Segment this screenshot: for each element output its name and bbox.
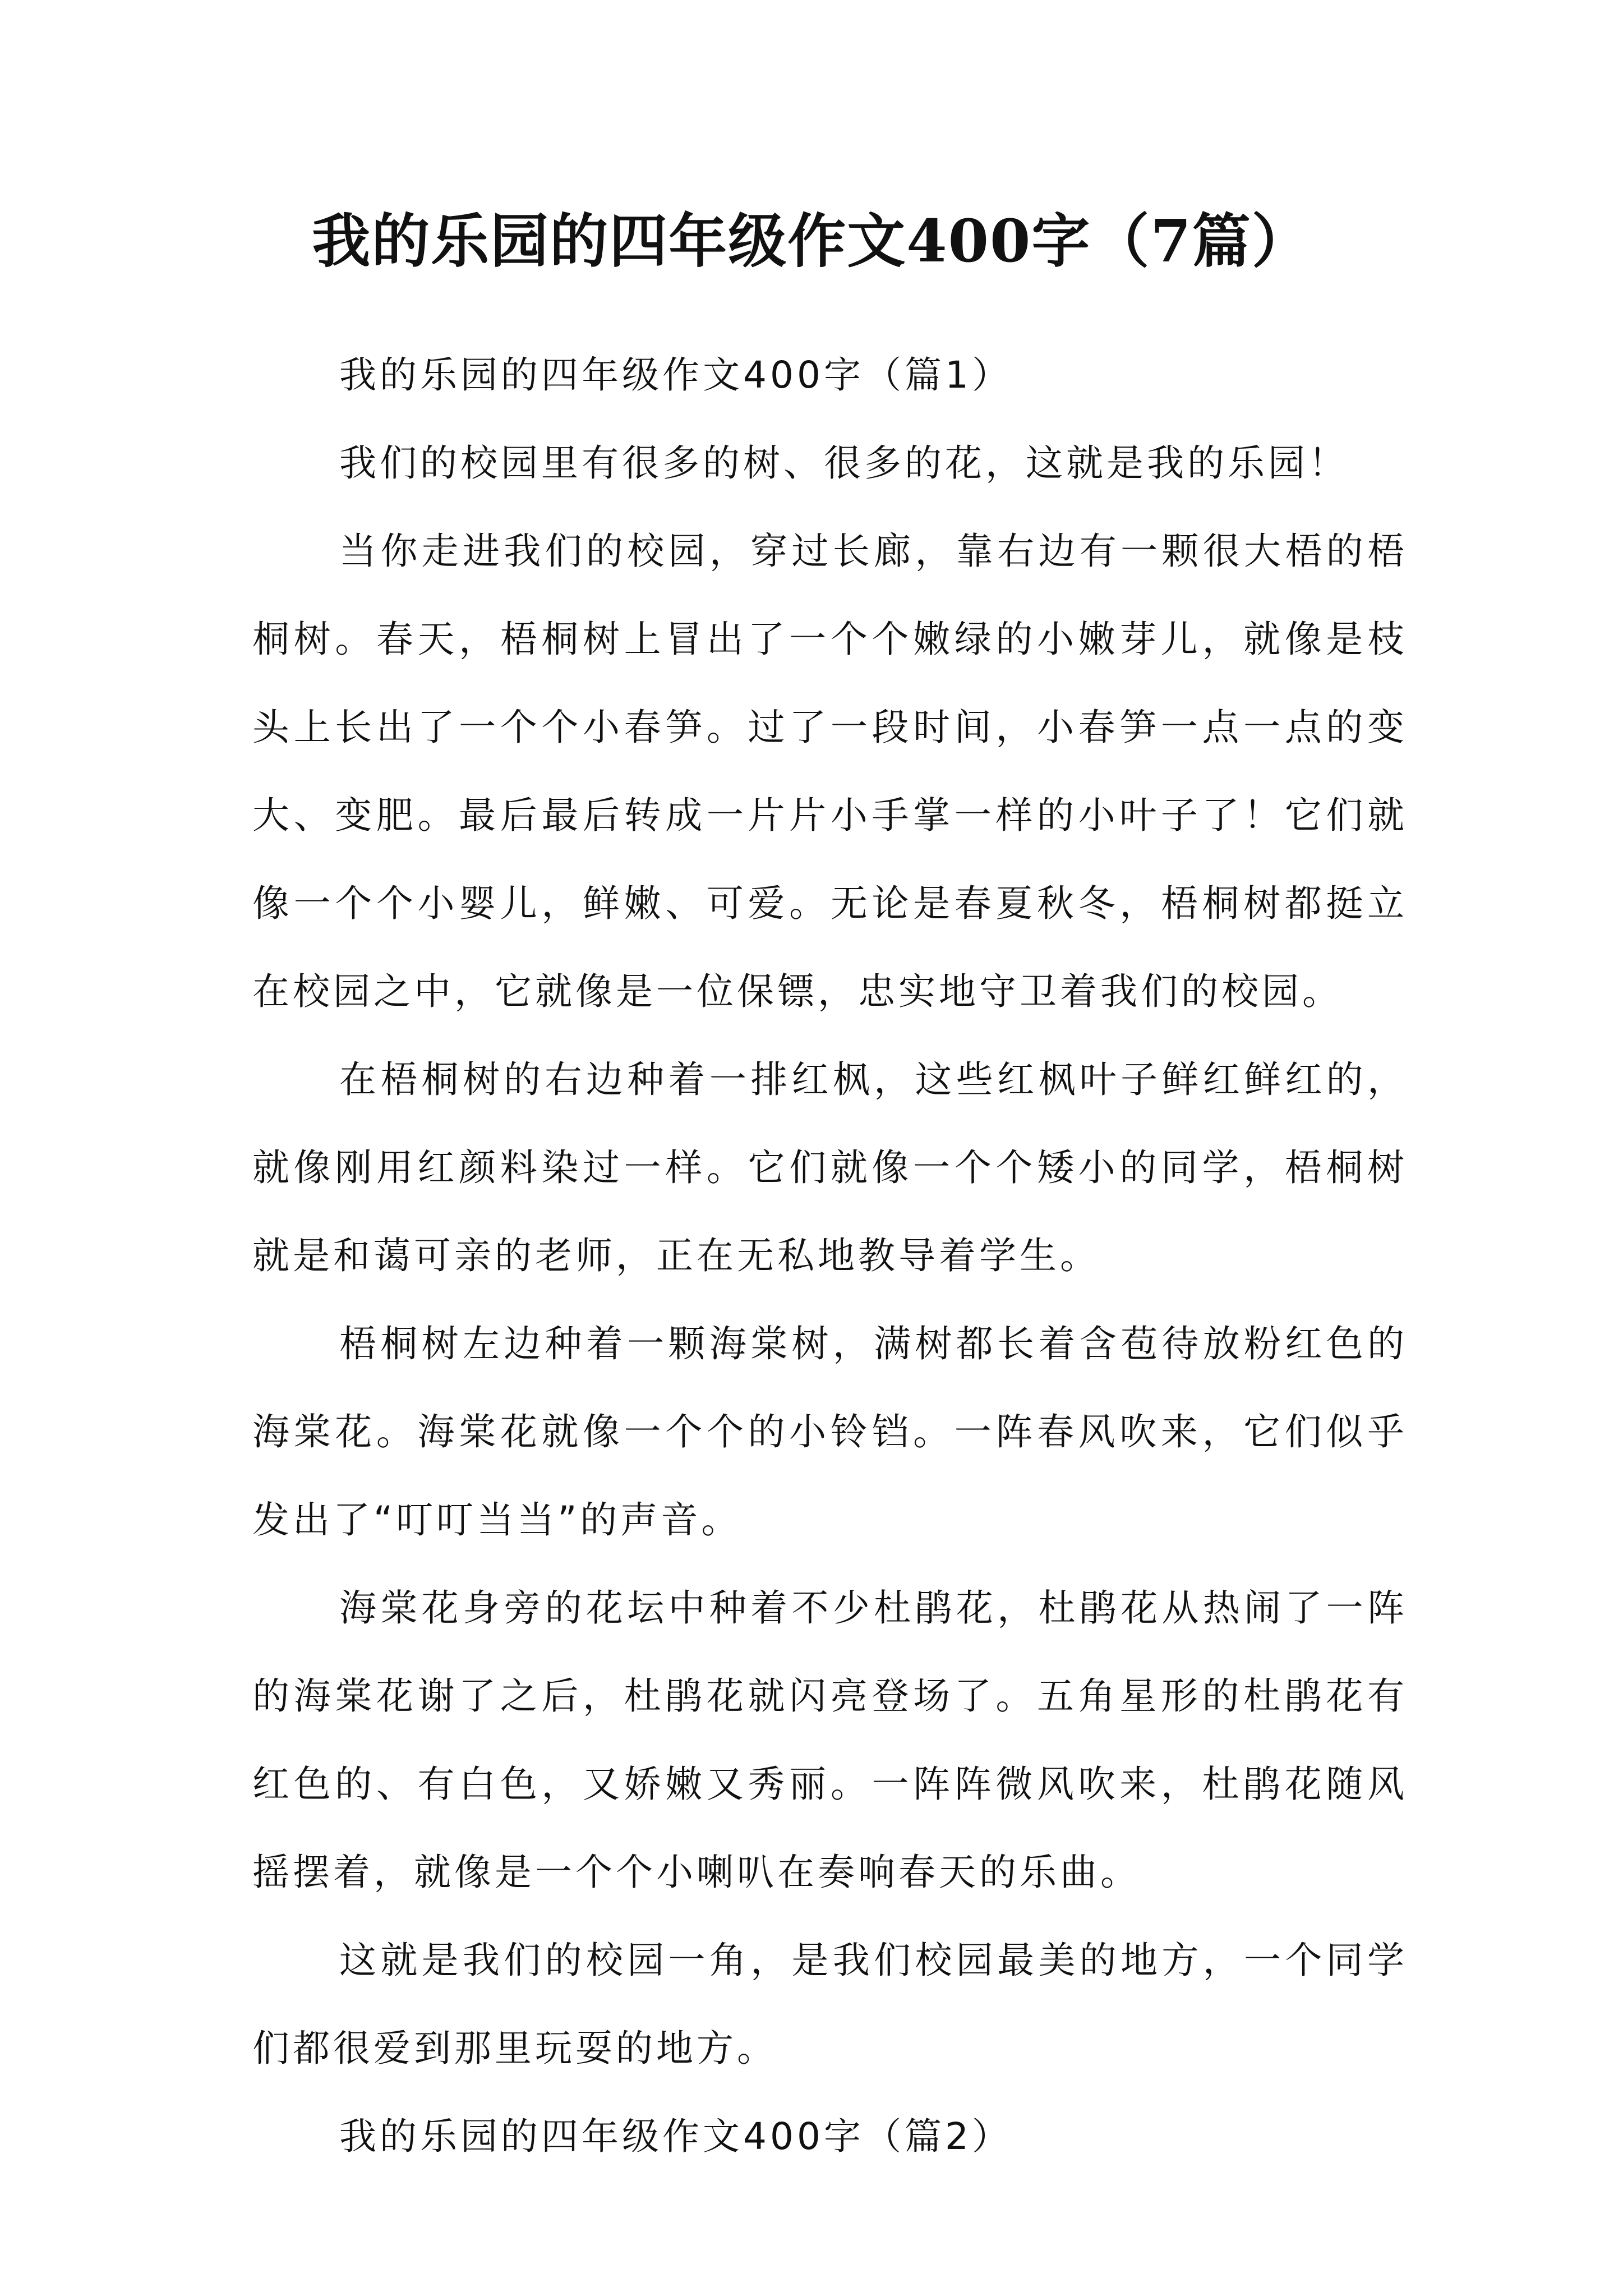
paragraph: 梧桐树左边种着一颗海棠树，满树都长着含苞待放粉红色的海棠花。海棠花就像一个个的小铃铛。一阵春风吹来，它们似乎发出了“叮叮当当”的声音。 [252,1322,1408,1542]
paragraph: 海棠花身旁的花坛中种着不少杜鹃花，杜鹃花从热闹了一阵的海棠花谢了之后，杜鹃花就闪亮登场了。五角星形的杜鹃花有红色的、有白色，又娇嫩又秀丽。一阵阵微风吹来，杜鹃花随风摇摆着，就像是一个个小喇叭在奏响春天的乐曲。 [252,1586,1408,1894]
paragraph: 在梧桐树的右边种着一排红枫，这些红枫叶子鲜红鲜红的，就像刚用红颜料染过一样。它们就像一个个矮小的同学，梧桐树就是和蔼可亲的老师，正在无私地教导着学生。 [252,1058,1408,1277]
document-body [252,331,1408,2180]
document-title: 我的乐园的四年级作文400字（7篇） [312,206,1311,275]
section-heading-2: 我的乐园的四年级作文400字（篇2） [339,2115,1012,2158]
section-heading-1: 我的乐园的四年级作文400字（篇1） [339,353,1012,397]
paragraph: 这就是我们的校园一角，是我们校园最美的地方，一个同学们都很爱到那里玩耍的地方。 [252,1939,1408,2070]
paragraph: 我们的校园里有很多的树、很多的花，这就是我的乐园！ [339,441,1349,485]
paragraph: 当你走进我们的校园，穿过长廊，靠右边有一颗很大梧的梧桐树。春天，梧桐树上冒出了一个个嫩绿的小嫩芽儿，就像是枝头上长出了一个个小春笋。过了一段时间，小春笋一点一点的变大、变肥。最后最后转成一片片小手掌一样的小叶子了！它们就像一个个小婴儿，鲜嫩、可爱。无论是春夏秋冬，梧桐树都挺立在校园之中，它就像是一位保镖，忠实地守卫着我们的校园。 [252,530,1408,1013]
